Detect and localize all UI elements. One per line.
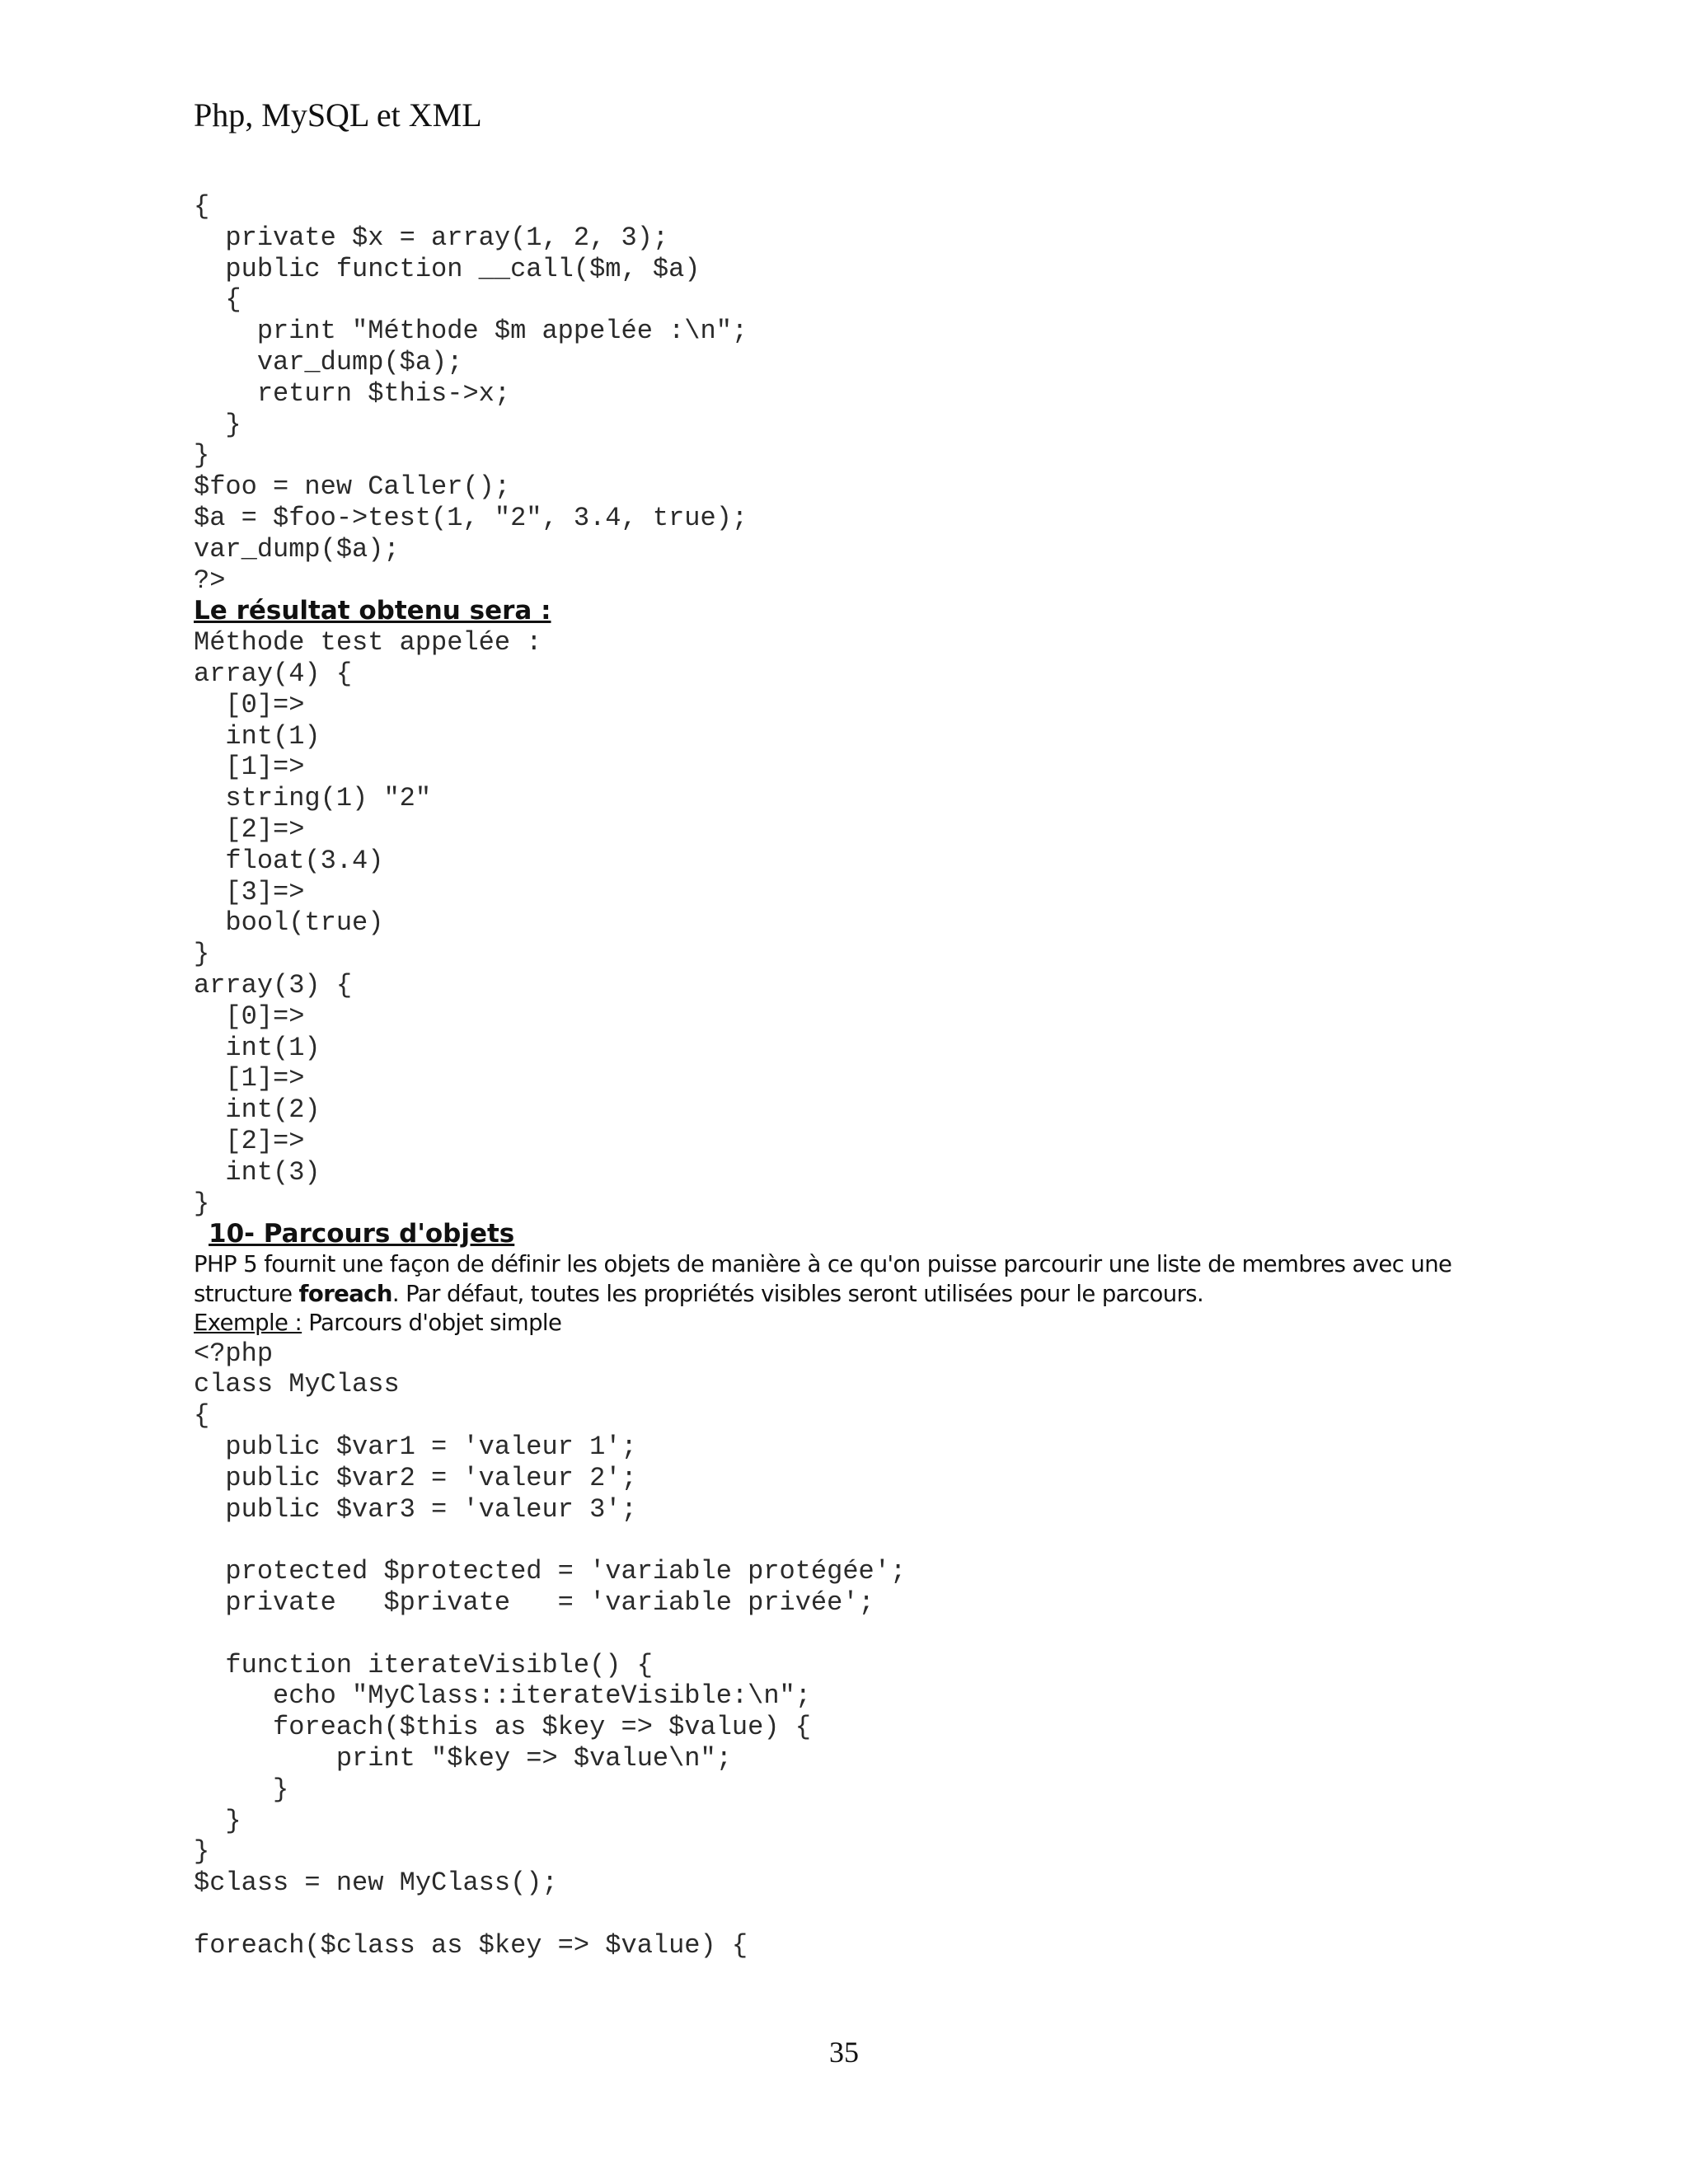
code-line: print "Méthode $m appelée :\n";: [194, 316, 748, 347]
example-text: Parcours d'objet simple: [302, 1310, 562, 1337]
code-line: {: [194, 1400, 210, 1432]
output-line: int(2): [194, 1094, 321, 1126]
code-line: [194, 1619, 1512, 1650]
example-caption: [194, 1309, 1512, 1338]
page-number: 35: [829, 2036, 859, 2069]
code-line: }: [194, 440, 210, 471]
output-line: }: [194, 939, 210, 970]
page-header-title: Php, MySQL et XML: [194, 96, 482, 134]
output-line: array(4) {: [194, 658, 353, 689]
code-line: }: [194, 1805, 241, 1836]
paragraph-text: . Par défaut, toutes les propriétés visibles seront utilisées pour le parcours.: [392, 1280, 1204, 1307]
output-line: [2]=>: [194, 813, 305, 845]
code-line: ?>: [194, 565, 226, 596]
output-line: float(3.4): [194, 845, 384, 876]
code-line: foreach($this as $key => $value) {: [194, 1712, 811, 1743]
output-line: [3]=>: [194, 876, 305, 907]
output-line: [1]=>: [194, 1063, 305, 1094]
example-label: Exemple :: [194, 1310, 302, 1337]
code-line: return $this->x;: [194, 377, 511, 409]
paragraph-line: [194, 1280, 1512, 1310]
output-line: [1]=>: [194, 752, 305, 783]
code-line: $a = $foo->test(1, "2", 3.4, true);: [194, 502, 748, 533]
code-line: [194, 1899, 1512, 1930]
code-line: private $private = 'variable privée';: [194, 1586, 874, 1618]
output-line: int(3): [194, 1156, 321, 1188]
output-line: int(1): [194, 1032, 321, 1063]
code-line: <?php: [194, 1338, 274, 1369]
output-line: Méthode test appelée :: [194, 627, 542, 658]
code-line: class MyClass: [194, 1369, 400, 1400]
output-line: [2]=>: [194, 1125, 305, 1156]
code-line: echo "MyClass::iterateVisible:\n";: [194, 1680, 811, 1712]
code-line: public $var1 = 'valeur 1';: [194, 1431, 637, 1462]
code-line: {: [194, 191, 210, 222]
output-line: [0]=>: [194, 689, 305, 720]
result-heading: Le résultat obtenu sera :: [194, 596, 551, 626]
code-line: var_dump($a);: [194, 533, 400, 565]
section-heading: 10- Parcours d'objets: [209, 1219, 515, 1249]
output-line: }: [194, 1188, 210, 1219]
code-line: $foo = new Caller();: [194, 471, 511, 503]
code-line: print "$key => $value\n";: [194, 1742, 732, 1774]
code-line: $class = new MyClass();: [194, 1868, 558, 1899]
code-line: var_dump($a);: [194, 346, 463, 377]
foreach-keyword: foreach: [298, 1280, 392, 1307]
code-line: [194, 1525, 1512, 1556]
code-line: protected $protected = 'variable protégée';: [194, 1556, 907, 1587]
output-line: bool(true): [194, 907, 384, 939]
output-line: int(1): [194, 720, 321, 752]
code-line: }: [194, 1774, 289, 1805]
page-content: [194, 191, 1512, 1961]
code-line: {: [194, 284, 241, 316]
paragraph-line: PHP 5 fournit une façon de définir les objets de manière à ce qu'on puisse parcourir une liste de membres avec une: [194, 1251, 1452, 1278]
code-line: public $var3 = 'valeur 3';: [194, 1493, 637, 1525]
output-line: [0]=>: [194, 1001, 305, 1032]
code-block-caller-class: [194, 191, 1512, 596]
code-line: foreach($class as $key => $value) {: [194, 1929, 748, 1961]
code-line: }: [194, 409, 241, 440]
output-line: string(1) "2": [194, 783, 432, 814]
code-line: public function __call($m, $a): [194, 253, 701, 284]
code-line: public $var2 = 'valeur 2';: [194, 1462, 637, 1493]
code-block-myclass: [194, 1338, 1512, 1961]
section-paragraph: [194, 1250, 1512, 1309]
paragraph-text: structure: [194, 1280, 299, 1307]
code-line: }: [194, 1836, 210, 1868]
code-block-result-output: [194, 627, 1512, 1219]
code-line: private $x = array(1, 2, 3);: [194, 222, 669, 253]
code-line: function iterateVisible() {: [194, 1649, 653, 1680]
output-line: array(3) {: [194, 969, 353, 1001]
